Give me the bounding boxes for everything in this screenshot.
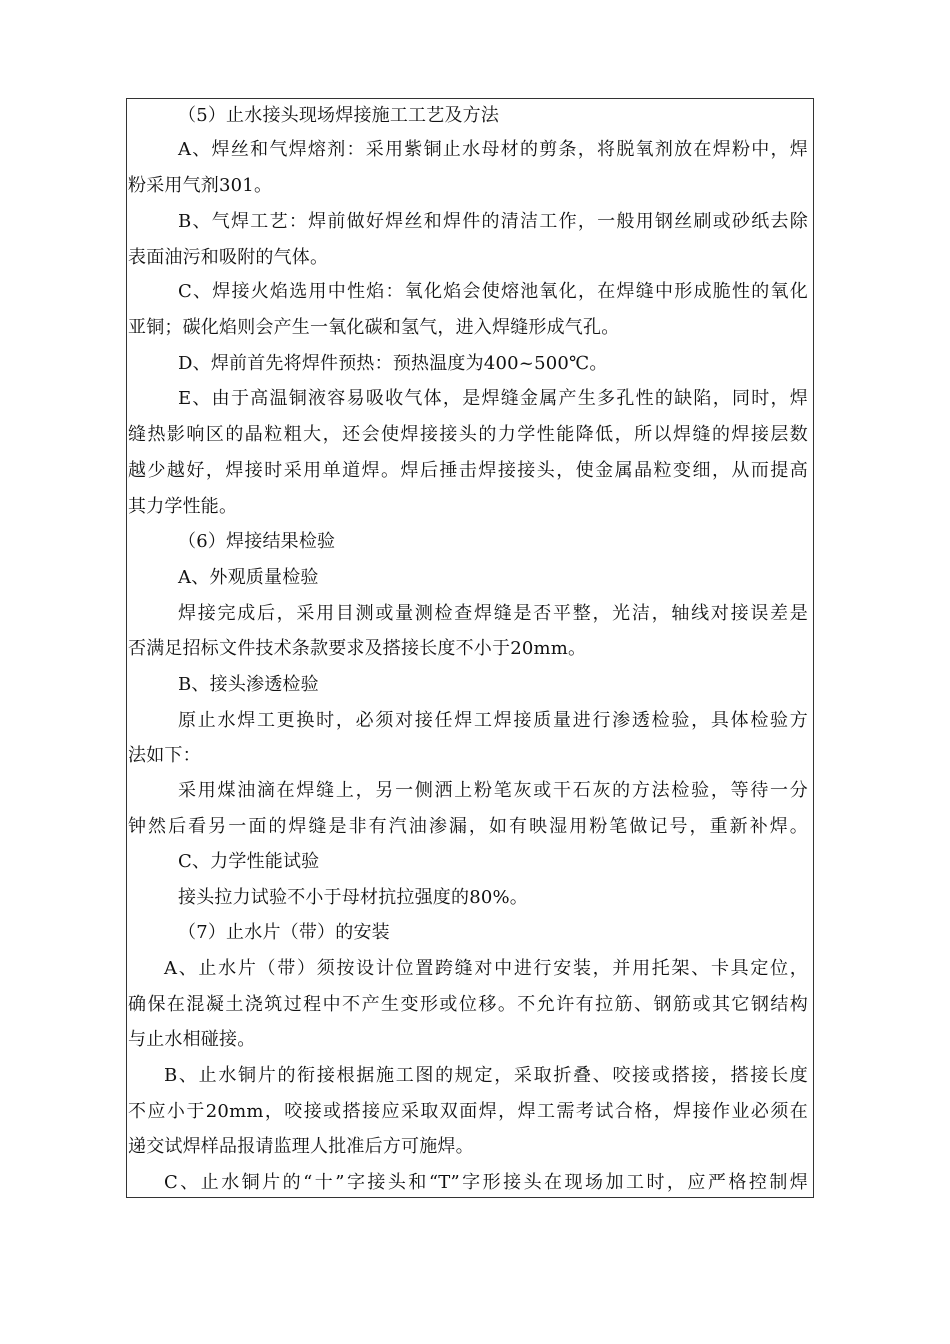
section-heading-5: （5）止水接头现场焊接施工工艺及方法 — [178, 105, 500, 126]
paragraph-line: 越少越好，焊接时采用单道焊。焊后捶击焊接接头，使金属晶粒变细，从而提高 — [128, 460, 808, 481]
paragraph-line: 接头拉力试验不小于母材抗拉强度的80%。 — [178, 887, 529, 908]
section-heading-6: （6）焊接结果检验 — [178, 531, 336, 552]
paragraph-line: A、焊丝和气焊熔剂：采用紫铜止水母材的剪条，将脱氧剂放在焊粉中，焊 — [178, 139, 808, 160]
paragraph-line: 亚铜；碳化焰则会产生一氧化碳和氢气，进入焊缝形成气孔。 — [128, 317, 620, 338]
paragraph-line: 采用煤油滴在焊缝上，另一侧洒上粉笔灰或干石灰的方法检验，等待一分 — [178, 780, 808, 801]
paragraph-line: 原止水焊工更换时，必须对接任焊工焊接质量进行渗透检验，具体检验方 — [178, 710, 808, 731]
paragraph-line: 表面油污和吸附的气体。 — [128, 247, 329, 268]
paragraph-line: C、止水铜片的“十”字接头和“T”字形接头在现场加工时，应严格控制焊 — [164, 1172, 808, 1193]
section-heading-7: （7）止水片（带）的安装 — [178, 922, 390, 943]
subheading: A、外观质量检验 — [178, 567, 319, 588]
paragraph-line: 其力学性能。 — [128, 496, 238, 517]
paragraph-line: 递交试焊样品报请监理人批准后方可施焊。 — [128, 1136, 474, 1157]
paragraph-line: 粉采用气剂301。 — [128, 175, 273, 196]
paragraph-line: B、止水铜片的衔接根据施工图的规定，采取折叠、咬接或搭接，搭接长度 — [164, 1065, 808, 1086]
paragraph-line: 焊接完成后，采用目测或量测检查焊缝是否平整，光洁，轴线对接误差是 — [178, 603, 808, 624]
paragraph-line: 不应小于20mm，咬接或搭接应采取双面焊，焊工需考试合格，焊接作业必须在 — [128, 1101, 808, 1122]
paragraph-line: D、焊前首先将焊件预热：预热温度为400~500℃。 — [178, 353, 608, 374]
paragraph-line: 与止水相碰接。 — [128, 1029, 256, 1050]
paragraph-line: 钟然后看另一面的焊缝是非有汽油渗漏，如有映湿用粉笔做记号，重新补焊。 — [128, 816, 808, 837]
paragraph-line: 法如下： — [128, 745, 201, 766]
subheading: B、接头渗透检验 — [178, 674, 319, 695]
paragraph-line: 否满足招标文件技术条款要求及搭接长度不小于20mm。 — [128, 638, 587, 659]
paragraph-line: 缝热影响区的晶粒粗大，还会使焊接接头的力学性能降低，所以焊缝的焊接层数 — [128, 424, 808, 445]
paragraph-line: B、气焊工艺：焊前做好焊丝和焊件的清洁工作，一般用钢丝刷或砂纸去除 — [178, 211, 808, 232]
paragraph-line: 确保在混凝土浇筑过程中不产生变形或位移。不允许有拉筋、钢筋或其它钢结构 — [128, 994, 808, 1015]
paragraph-line: C、焊接火焰选用中性焰：氧化焰会使熔池氧化，在焊缝中形成脆性的氧化 — [178, 281, 808, 302]
paragraph-line: A、止水片（带）须按设计位置跨缝对中进行安装，并用托架、卡具定位， — [164, 958, 808, 979]
subheading: C、力学性能试验 — [178, 851, 320, 872]
paragraph-line: E、由于高温铜液容易吸收气体，是焊缝金属产生多孔性的缺陷，同时，焊 — [178, 388, 808, 409]
